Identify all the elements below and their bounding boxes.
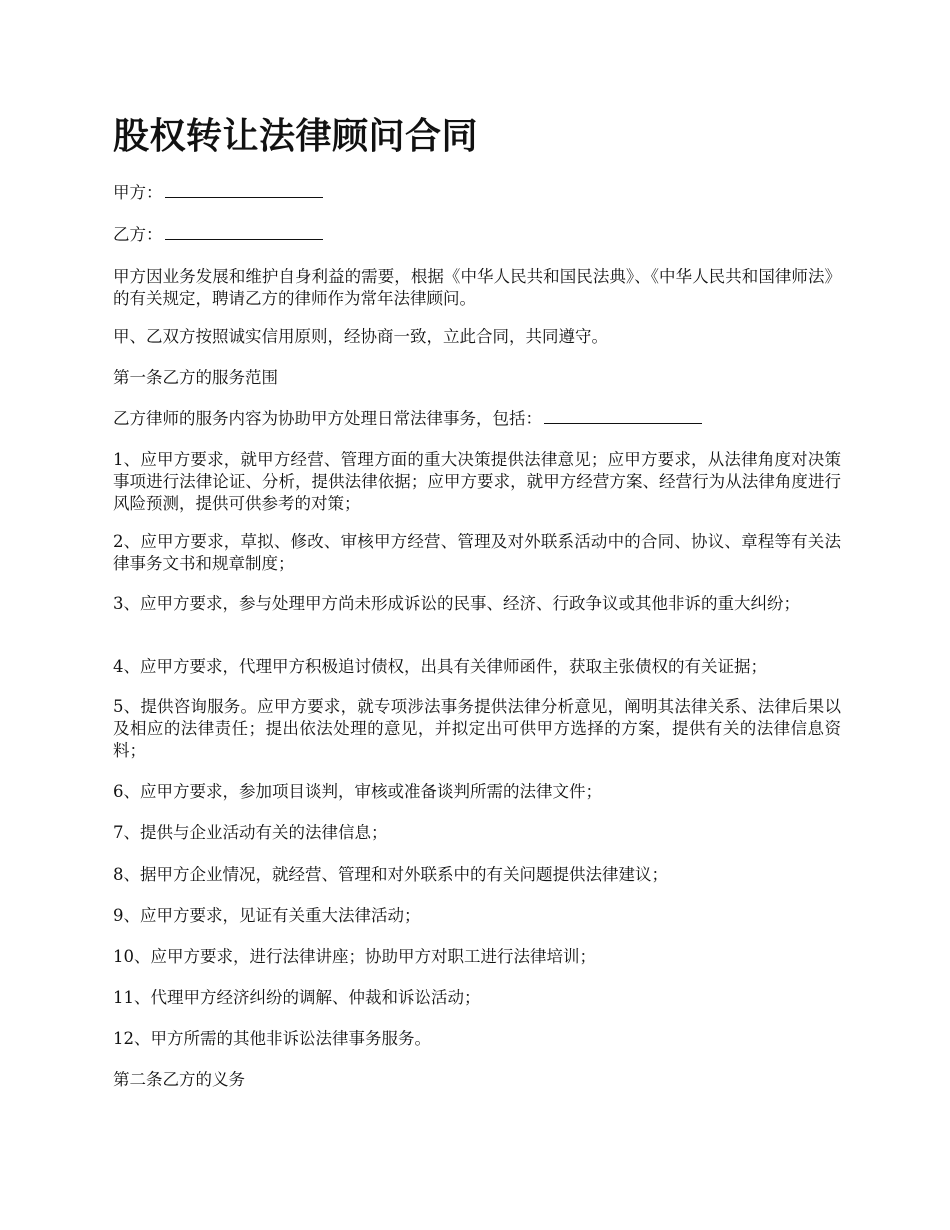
list-item-11: 11、代理甲方经济纠纷的调解、仲裁和诉讼活动； bbox=[113, 988, 481, 1007]
article1-lead-blank bbox=[544, 409, 702, 424]
list-item-2: 2、应甲方要求，草拟、修改、审核甲方经营、管理及对外联系活动中的合同、协议、章程等有关法律事务文书和规章制度； bbox=[113, 532, 841, 573]
list-item-12: 12、甲方所需的其他非诉讼法律事务服务。 bbox=[113, 1029, 431, 1048]
list-item-10: 10、应甲方要求，进行法律讲座；协助甲方对职工进行法律培训； bbox=[113, 947, 596, 966]
list-item-7: 7、提供与企业活动有关的法律信息； bbox=[113, 823, 388, 842]
party-b-line bbox=[113, 224, 841, 246]
party-b-blank bbox=[165, 225, 323, 240]
list-item-4: 4、应甲方要求，代理甲方积极追讨债权，出具有关律师函件，获取主张债权的有关证据； bbox=[113, 657, 767, 676]
document-title: 股权转让法律顾问合同 bbox=[113, 115, 479, 157]
list-item-5: 5、提供咨询服务。应甲方要求，就专项涉法事务提供法律分析意见，阐明其法律关系、法律后果以及相应的法律责任；提出依法处理的意见，并拟定出可供甲方选择的方案，提供有关的法律信息资料； bbox=[113, 697, 841, 760]
article1-lead bbox=[113, 408, 841, 430]
intro-paragraph: 甲方因业务发展和维护自身利益的需要，根据《中华人民共和国民法典》、《中华人民共和国律师法》的有关规定，聘请乙方的律师作为常年法律顾问。 bbox=[113, 267, 841, 308]
article1-heading: 第一条乙方的服务范围 bbox=[113, 368, 278, 387]
list-item-6: 6、应甲方要求，参加项目谈判，审核或准备谈判所需的法律文件； bbox=[113, 782, 602, 801]
party-a-line bbox=[113, 182, 841, 204]
list-item-1: 1、应甲方要求，就甲方经营、管理方面的重大决策提供法律意见；应甲方要求，从法律角度对决策事项进行法律论证、分析，提供法律依据；应甲方要求，就甲方经营方案、经营行为从法律角度进行风险预测，提供可供参考的对策； bbox=[113, 450, 841, 513]
article1-lead-text: 乙方律师的服务内容为协助甲方处理日常法律事务，包括： bbox=[113, 409, 542, 428]
list-item-8: 8、据甲方企业情况，就经营、管理和对外联系中的有关问题提供法律建议； bbox=[113, 865, 668, 884]
article2-heading: 第二条乙方的义务 bbox=[113, 1070, 245, 1089]
party-a-label: 甲方： bbox=[113, 183, 163, 202]
agreement-paragraph: 甲、乙双方按照诚实信用原则，经协商一致，立此合同，共同遵守。 bbox=[113, 327, 608, 346]
party-b-label: 乙方： bbox=[113, 225, 163, 244]
party-a-blank bbox=[165, 183, 323, 198]
list-item-3: 3、应甲方要求，参与处理甲方尚未形成诉讼的民事、经济、行政争议或其他非诉的重大纠纷； bbox=[113, 594, 800, 613]
list-item-9: 9、应甲方要求，见证有关重大法律活动； bbox=[113, 906, 421, 925]
